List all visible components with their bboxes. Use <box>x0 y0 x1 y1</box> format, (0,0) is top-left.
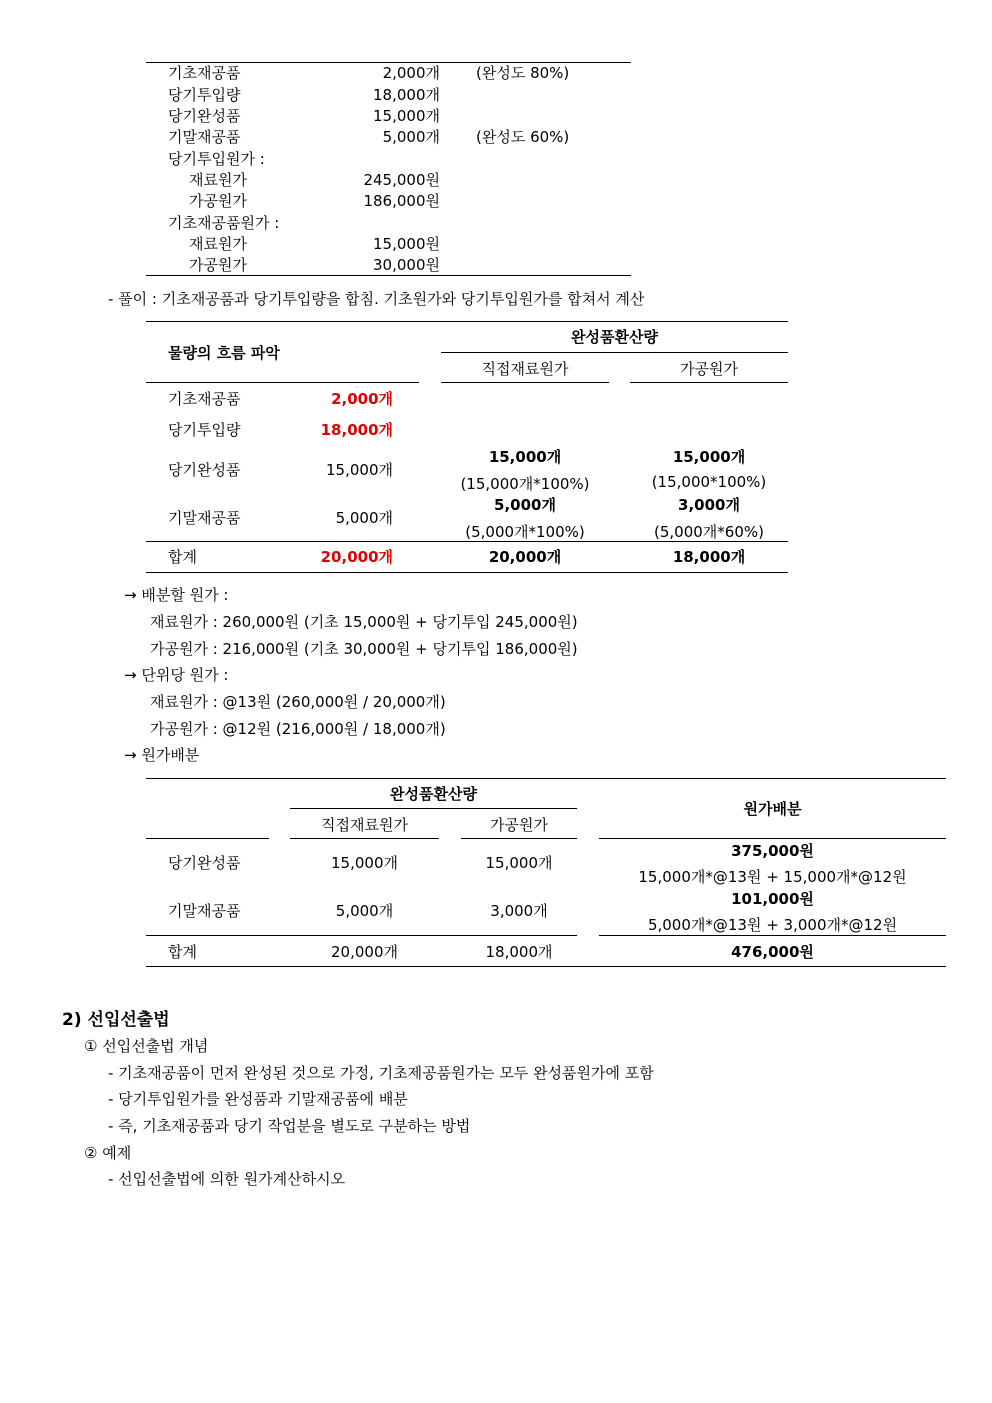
flow-row-qty: 2,000개 <box>331 390 393 408</box>
given-value: 186,000원 <box>363 192 440 210</box>
alloc-row-formula: 5,000개*@13원 + 3,000개*@12원 <box>647 916 898 934</box>
flow-row-label: 기초재공품 <box>168 390 241 408</box>
given-value: 5,000개 <box>382 128 440 146</box>
given-label: 당기투입원가 : <box>168 150 265 168</box>
table-rule <box>630 382 788 383</box>
flow-row-label: 당기투입량 <box>168 421 241 439</box>
unit-cost: → 단위당 원가 : <box>124 666 229 684</box>
solution-line: - 풀이 : 기초재공품과 당기투입량을 합침. 기초원가와 당기투입원가를 합쳐서 계산 <box>108 290 645 308</box>
given-label: 기말재공품 <box>168 128 241 146</box>
flow-col-conversion: 가공원가 <box>680 360 738 378</box>
section2-item1-line: - 즉, 기초재공품과 당기 작업분을 별도로 구분하는 방법 <box>108 1117 471 1135</box>
section2-item2: ② 예제 <box>84 1144 132 1162</box>
flow-header-group: 완성품환산량 <box>571 328 658 346</box>
alloc-row-label: 당기완성품 <box>168 854 241 872</box>
alloc-col-alloc: 원가배분 <box>743 800 802 818</box>
unit-material-line: 재료원가 : @13원 (260,000원 / 20,000개) <box>150 693 446 711</box>
alloc-row-amount: 375,000원 <box>731 842 814 860</box>
table-rule <box>146 321 788 322</box>
flow-row-mat-sub: (5,000개*100%) <box>465 523 585 541</box>
section2-item2-line: - 선입선출법에 의한 원가계산하시오 <box>108 1170 346 1188</box>
table-rule <box>146 966 946 967</box>
flow-row-qty: 5,000개 <box>335 509 393 527</box>
flow-row-conv: 3,000개 <box>678 496 740 514</box>
alloc-row-label: 기말재공품 <box>168 902 241 920</box>
table-rule <box>146 778 946 779</box>
flow-total-conv: 18,000개 <box>672 548 746 566</box>
section2-item1-line: - 기초재공품이 먼저 완성된 것으로 가정, 기초제공품원가는 모두 완성품원가에 포함 <box>108 1064 654 1082</box>
material-cost-line: 재료원가 : 260,000원 (기초 15,000원 + 당기투입 245,000원) <box>150 613 578 631</box>
cost-to-allocate: → 배분할 원가 : <box>124 586 229 604</box>
flow-row-mat: 15,000개 <box>488 448 562 466</box>
alloc-row-formula: 15,000개*@13원 + 15,000개*@12원 <box>638 868 907 886</box>
table-rule <box>461 838 577 839</box>
table-rule <box>146 935 577 936</box>
given-note: (완성도 60%) <box>476 128 570 146</box>
alloc-total-label: 합계 <box>168 943 197 961</box>
alloc-col-conversion: 가공원가 <box>490 816 548 834</box>
table-rule <box>146 382 419 383</box>
given-label: 당기투입량 <box>168 86 241 104</box>
table-rule <box>441 352 788 353</box>
table-rule <box>599 935 946 936</box>
flow-row-qty: 18,000개 <box>320 421 393 439</box>
allocation-heading: → 원가배분 <box>124 746 200 764</box>
given-value: 245,000원 <box>363 171 440 189</box>
given-label: 가공원가 <box>189 256 247 274</box>
given-label: 재료원가 <box>189 171 247 189</box>
bottom-rule <box>146 275 631 276</box>
table-rule <box>146 572 788 573</box>
given-label: 재료원가 <box>189 235 247 253</box>
alloc-total-mat: 20,000개 <box>331 943 398 961</box>
flow-total-mat: 20,000개 <box>488 548 562 566</box>
table-rule <box>146 838 269 839</box>
table-rule <box>290 838 439 839</box>
alloc-row-conv: 15,000개 <box>485 854 553 872</box>
given-value: 30,000원 <box>373 256 440 274</box>
alloc-row-mat: 5,000개 <box>335 902 394 920</box>
section2-heading: 2) 선입선출법 <box>62 1010 170 1030</box>
unit-conversion-line: 가공원가 : @12원 (216,000원 / 18,000개) <box>150 720 446 738</box>
alloc-row-conv: 3,000개 <box>490 902 548 920</box>
flow-row-conv-sub: (5,000개*60%) <box>654 523 764 541</box>
given-label: 기초재공품 <box>168 64 241 82</box>
flow-total-qty: 20,000개 <box>320 548 393 566</box>
flow-row-mat-sub: (15,000개*100%) <box>460 475 590 493</box>
flow-row-qty: 15,000개 <box>326 461 393 479</box>
flow-row-conv-sub: (15,000*100%) <box>651 473 767 491</box>
alloc-row-amount: 101,000원 <box>731 890 814 908</box>
section2-item1: ① 선입선출법 개념 <box>84 1037 209 1055</box>
flow-header-left: 물량의 흐름 파악 <box>168 344 280 362</box>
table-rule <box>146 541 788 542</box>
given-value: 2,000개 <box>382 64 440 82</box>
flow-row-conv: 15,000개 <box>672 448 746 466</box>
conversion-cost-line: 가공원가 : 216,000원 (기초 30,000원 + 당기투입 186,000원) <box>150 640 578 658</box>
given-value: 15,000원 <box>373 235 440 253</box>
given-label: 기초재공품원가 : <box>168 214 280 232</box>
given-note: (완성도 80%) <box>476 64 570 82</box>
given-label: 당기완성품 <box>168 107 241 125</box>
table-rule <box>441 382 609 383</box>
flow-total-label: 합계 <box>168 548 197 566</box>
flow-row-mat: 5,000개 <box>494 496 556 514</box>
alloc-total-conv: 18,000개 <box>485 943 553 961</box>
table-rule <box>599 838 946 839</box>
section2-item1-line: - 당기투입원가를 완성품과 기말재공품에 배분 <box>108 1090 408 1108</box>
alloc-total-amount: 476,000원 <box>731 943 814 961</box>
alloc-row-mat: 15,000개 <box>331 854 398 872</box>
given-label: 가공원가 <box>189 192 247 210</box>
flow-col-material: 직접재료원가 <box>481 360 569 378</box>
flow-row-label: 당기완성품 <box>168 461 241 479</box>
given-value: 15,000개 <box>373 107 440 125</box>
flow-row-label: 기말재공품 <box>168 509 241 527</box>
given-value: 18,000개 <box>373 86 440 104</box>
table-rule <box>290 808 577 809</box>
alloc-header-group: 완성품환산량 <box>390 785 477 803</box>
alloc-col-material: 직접재료원가 <box>321 816 408 834</box>
